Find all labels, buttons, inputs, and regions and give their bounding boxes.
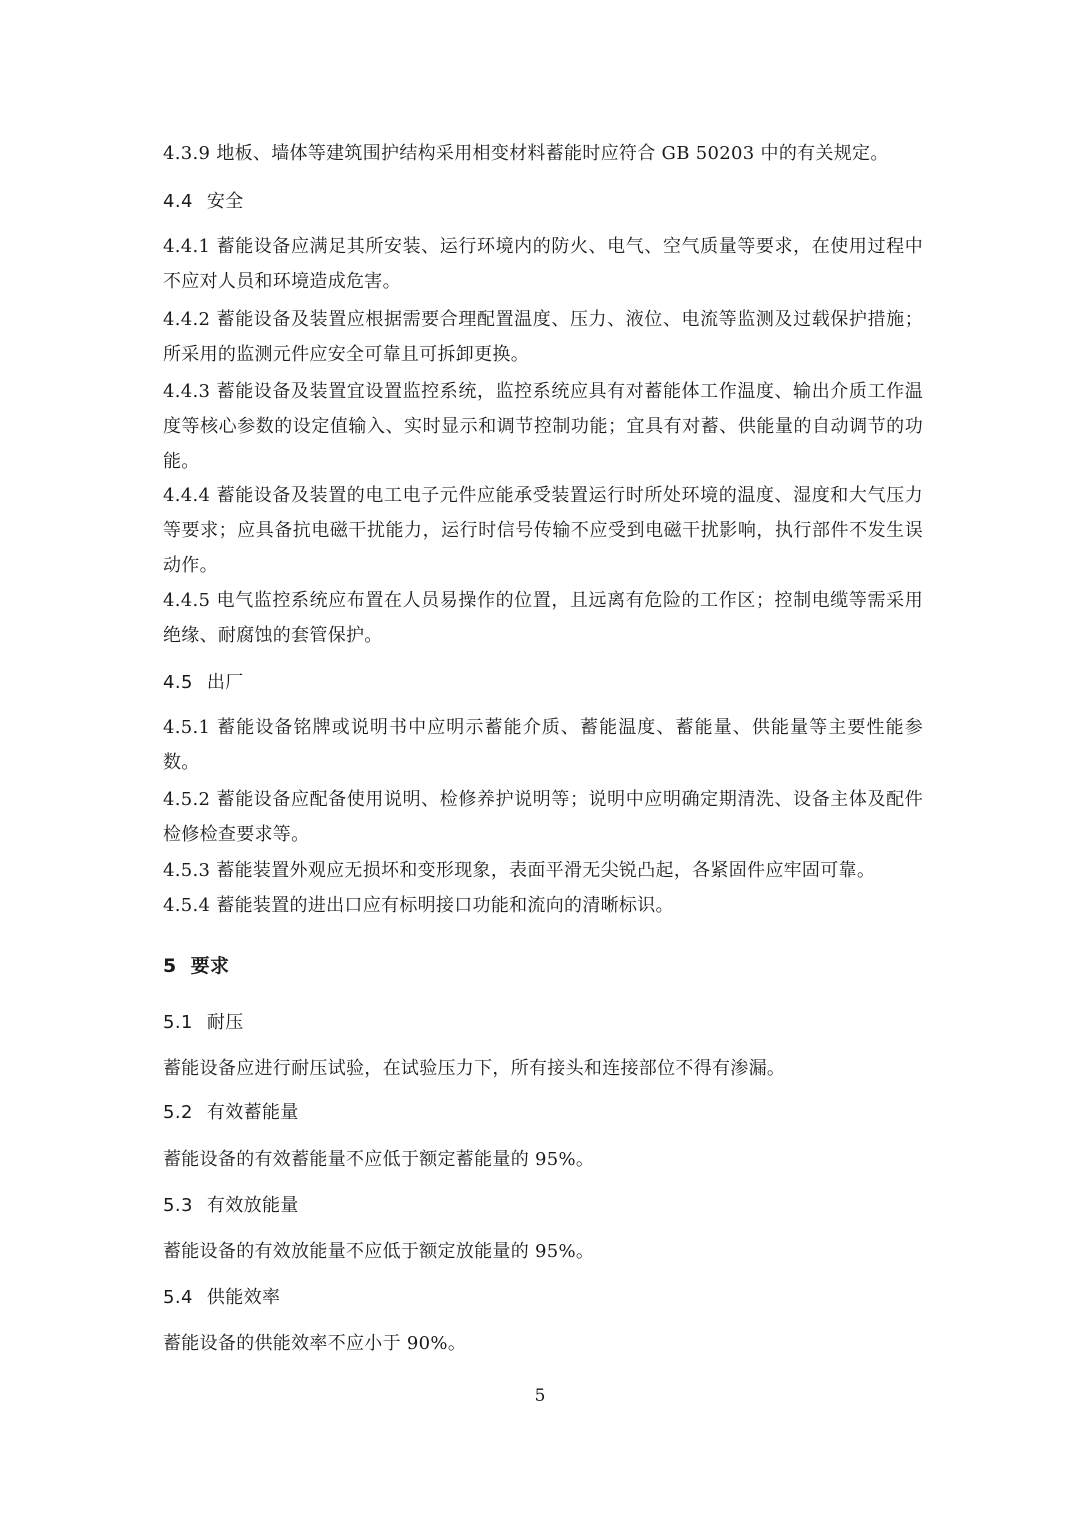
- section-number: 5.3: [163, 1195, 193, 1216]
- section-number: 5: [163, 955, 177, 977]
- section-5-3-heading: [163, 1191, 923, 1221]
- clause-4-5-4: 4.5.4 蓄能装置的进出口应有标明接口功能和流向的清晰标识。: [163, 895, 674, 916]
- section-5-1-heading: [163, 1008, 923, 1038]
- section-number: 5.1: [163, 1012, 193, 1033]
- clause-4-4-3: 4.4.3 蓄能设备及装置宜设置监控系统，监控系统应具有对蓄能体工作温度、输出介质工作温度等核心参数的设定值输入、实时显示和调节控制功能；宜具有对蓄、供能量的自动调节的功能。: [163, 381, 923, 472]
- clause-4-4-5: 4.4.5 电气监控系统应布置在人员易操作的位置，且远离有危险的工作区；控制电缆等需采用绝缘、耐腐蚀的套管保护。: [163, 590, 923, 646]
- section-number: 5.2: [163, 1102, 193, 1123]
- clause-4-4-4: 4.4.4 蓄能设备及装置的电工电子元件应能承受装置运行时所处环境的温度、湿度和大气压力等要求；应具备抗电磁干扰能力，运行时信号传输不应受到电磁干扰影响，执行部件不发生误动作。: [163, 485, 923, 576]
- section-5-heading: [163, 951, 923, 981]
- section-title: 出厂: [206, 672, 244, 693]
- section-title: 有效放能量: [206, 1195, 299, 1216]
- section-5-4-heading: [163, 1283, 923, 1313]
- section-title: 安全: [206, 191, 244, 212]
- page-number: 5: [534, 1386, 546, 1406]
- clause-5-2-text: 蓄能设备的有效蓄能量不应低于额定蓄能量的 95%。: [163, 1149, 595, 1170]
- clause-4-5-2: 4.5.2 蓄能设备应配备使用说明、检修养护说明等；说明中应明确定期清洗、设备主体及配件检修检查要求等。: [163, 789, 923, 845]
- clause-5-4-text: 蓄能设备的供能效率不应小于 90%。: [163, 1333, 467, 1354]
- section-title: 供能效率: [206, 1287, 281, 1308]
- section-title: 耐压: [206, 1012, 244, 1033]
- section-4-5-heading: [163, 668, 923, 698]
- clause-4-4-2: 4.4.2 蓄能设备及装置应根据需要合理配置温度、压力、液位、电流等监测及过载保护措施；所采用的监测元件应安全可靠且可拆卸更换。: [163, 309, 923, 365]
- section-5-2-heading: [163, 1098, 923, 1128]
- clause-5-3-text: 蓄能设备的有效放能量不应低于额定放能量的 95%。: [163, 1241, 595, 1262]
- clause-5-1-text: 蓄能设备应进行耐压试验，在试验压力下，所有接头和连接部位不得有渗漏。: [163, 1058, 786, 1079]
- section-number: 4.4: [163, 191, 193, 212]
- clause-4-5-3: 4.5.3 蓄能装置外观应无损坏和变形现象，表面平滑无尖锐凸起，各紧固件应牢固可靠。: [163, 860, 876, 881]
- clause-4-4-1: 4.4.1 蓄能设备应满足其所安装、运行环境内的防火、电气、空气质量等要求，在使用过程中不应对人员和环境造成危害。: [163, 236, 923, 292]
- section-number: 4.5: [163, 672, 193, 693]
- clause-4-3-9: 4.3.9 地板、墙体等建筑围护结构采用相变材料蓄能时应符合 GB 50203 中的有关规定。: [163, 143, 889, 164]
- clause-4-5-1: 4.5.1 蓄能设备铭牌或说明书中应明示蓄能介质、蓄能温度、蓄能量、供能量等主要性能参数。: [163, 717, 923, 773]
- section-4-4-heading: [163, 187, 923, 217]
- section-title: 要求: [190, 955, 230, 977]
- section-title: 有效蓄能量: [206, 1102, 299, 1123]
- section-number: 5.4: [163, 1287, 193, 1308]
